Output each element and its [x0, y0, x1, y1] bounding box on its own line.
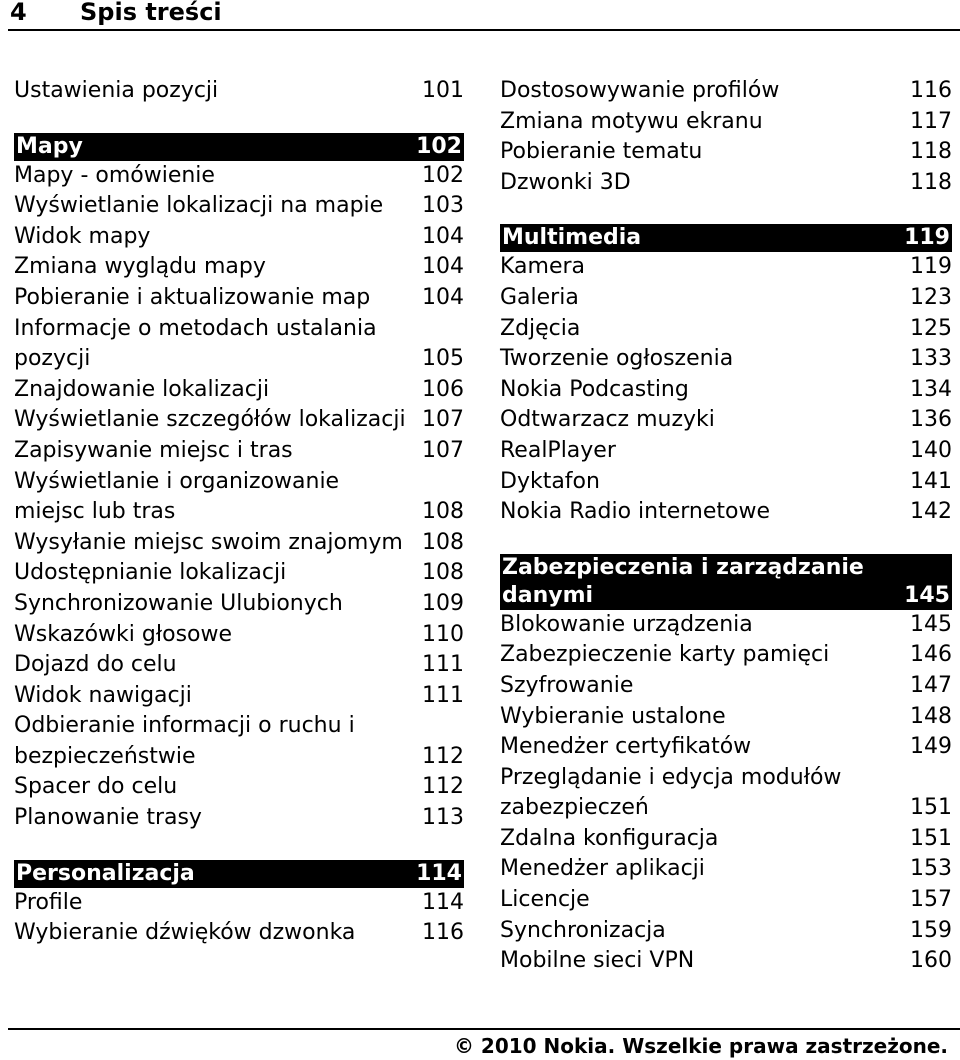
entry-title: Mobilne sieci VPN — [500, 948, 695, 974]
page-ref: 151 — [910, 825, 952, 851]
entry-title: Zmiana motywu ekranu — [500, 108, 763, 134]
toc-entry[interactable] — [500, 610, 952, 641]
entry-title: Pobieranie i aktualizowanie map — [14, 284, 371, 310]
toc-entry[interactable] — [500, 497, 952, 528]
page-ref: 111 — [422, 652, 464, 678]
entry-title: Synchronizowanie Ulubionych — [14, 590, 343, 616]
entry-title: Wybieranie dźwięków dzwonka — [14, 920, 356, 946]
toc-entry[interactable] — [500, 283, 952, 314]
toc-entry[interactable] — [14, 558, 464, 589]
entry-title: Licencje — [500, 887, 590, 913]
page-ref: 113 — [422, 805, 464, 831]
page-ref: 153 — [910, 856, 952, 882]
page-ref: 146 — [910, 642, 952, 668]
toc-right-column — [500, 76, 952, 977]
toc-section-heading[interactable] — [500, 554, 952, 610]
section-title: Zabezpieczenia i zarządzanie danymi — [502, 554, 864, 608]
page-ref: 119 — [904, 225, 950, 251]
entry-title: Wyświetlanie lokalizacji na mapie — [14, 193, 384, 219]
entry-title: Spacer do celu — [14, 774, 178, 800]
toc-entry[interactable] — [14, 528, 464, 559]
entry-title: Kamera — [500, 254, 586, 280]
entry-title: Pobieranie tematu — [500, 139, 703, 165]
page-ref: 102 — [416, 133, 462, 159]
section-title: Multimedia — [502, 225, 642, 251]
toc-entry[interactable] — [500, 854, 952, 885]
toc-entry[interactable] — [500, 405, 952, 436]
section-spacer — [14, 107, 464, 133]
toc-entry[interactable] — [500, 137, 952, 168]
entry-title: Informacje o metodach ustalania pozycji — [14, 315, 377, 372]
toc-entry[interactable] — [500, 76, 952, 107]
toc-entry[interactable] — [500, 763, 952, 824]
entry-title: Zabezpieczenie karty pamięci — [500, 642, 830, 668]
page-ref: 145 — [904, 582, 950, 608]
toc-entry[interactable] — [14, 405, 464, 436]
toc-entry[interactable] — [14, 772, 464, 803]
entry-title: Dojazd do celu — [14, 652, 177, 678]
page-ref: 116 — [422, 920, 464, 946]
page-ref: 159 — [910, 917, 952, 943]
entry-title: Dostosowywanie profilów — [500, 78, 780, 103]
toc-entry[interactable] — [14, 222, 464, 253]
toc-section-heading[interactable] — [500, 224, 952, 252]
page-header — [0, 0, 960, 28]
page-ref: 116 — [910, 78, 952, 103]
toc-section-heading[interactable] — [14, 133, 464, 161]
entry-title: Nokia Radio internetowe — [500, 499, 771, 525]
toc-entry[interactable] — [500, 824, 952, 855]
page-ref: 149 — [910, 734, 952, 760]
page-ref: 104 — [422, 284, 464, 310]
toc-entry[interactable] — [14, 918, 464, 949]
page-ref: 117 — [910, 108, 952, 134]
toc-entry[interactable] — [14, 711, 464, 772]
toc-entry[interactable] — [500, 732, 952, 763]
section-spacer — [500, 528, 952, 554]
page-ref: 141 — [910, 468, 952, 494]
entry-title: Zdalna konfiguracja — [500, 825, 719, 851]
page-ref: 118 — [910, 169, 952, 195]
entry-title: Blokowanie urządzenia — [500, 611, 753, 637]
page-ref: 101 — [422, 78, 464, 103]
toc-entry[interactable] — [14, 467, 464, 528]
toc-entry[interactable] — [500, 344, 952, 375]
page-ref: 107 — [422, 407, 464, 433]
entry-title: Przeglądanie i edycja modułów zabezpieczeń — [500, 764, 842, 821]
toc-entry[interactable] — [14, 191, 464, 222]
entry-title: Dzwonki 3D — [500, 169, 631, 195]
page-ref: 114 — [416, 860, 462, 886]
page-ref: 134 — [910, 376, 952, 402]
section-spacer — [500, 198, 952, 224]
entry-title: Wybieranie ustalone — [500, 703, 726, 729]
page-ref: 106 — [422, 376, 464, 402]
page-ref: 123 — [910, 284, 952, 310]
page-ref: 112 — [422, 743, 464, 769]
entry-title: Mapy - omówienie — [14, 162, 215, 188]
toc-entry[interactable] — [500, 916, 952, 947]
page-ref: 105 — [422, 346, 464, 372]
toc-entry[interactable] — [14, 589, 464, 620]
entry-title: Menedżer certyfikatów — [500, 734, 752, 760]
toc-entry[interactable] — [14, 252, 464, 283]
page-ref: 140 — [910, 437, 952, 463]
toc-entry[interactable] — [14, 161, 464, 192]
copyright-notice: © 2010 Nokia. Wszelkie prawa zastrzeżone. — [453, 1034, 948, 1058]
entry-title: Widok mapy — [14, 223, 151, 249]
toc-entry[interactable] — [500, 436, 952, 467]
section-spacer — [14, 834, 464, 860]
page-ref: 112 — [422, 774, 464, 800]
page-ref: 109 — [422, 590, 464, 616]
toc-entry[interactable] — [14, 436, 464, 467]
toc-entry[interactable] — [14, 76, 464, 107]
entry-title: Menedżer aplikacji — [500, 856, 705, 882]
section-title: Personalizacja — [16, 860, 195, 886]
entry-title: Zdjęcia — [500, 315, 581, 341]
entry-title: RealPlayer — [500, 437, 616, 463]
page-ref: 118 — [910, 139, 952, 165]
page-ref: 136 — [910, 407, 952, 433]
entry-title: Wyświetlanie i organizowanie miejsc lub tras — [14, 468, 340, 525]
entry-title: Odtwarzacz muzyki — [500, 407, 715, 433]
page-ref: 111 — [422, 682, 464, 708]
page-ref: 114 — [422, 889, 464, 915]
page-ref: 108 — [422, 560, 464, 586]
entry-title: Zapisywanie miejsc i tras — [14, 437, 293, 463]
entry-title: Wskazówki głosowe — [14, 621, 233, 647]
toc-entry[interactable] — [500, 168, 952, 199]
header-divider — [8, 29, 960, 31]
page-ref: 108 — [422, 529, 464, 555]
toc-section-heading[interactable] — [14, 860, 464, 888]
entry-title: Widok nawigacji — [14, 682, 192, 708]
toc-entry[interactable] — [14, 650, 464, 681]
entry-title: Udostępnianie lokalizacji — [14, 560, 287, 586]
entry-title: Galeria — [500, 284, 579, 310]
page-ref: 145 — [910, 611, 952, 637]
toc-entry[interactable] — [14, 888, 464, 919]
toc-entry[interactable] — [14, 283, 464, 314]
entry-title: Zmiana wyglądu mapy — [14, 254, 266, 280]
entry-title: Ustawienia pozycji — [14, 78, 219, 103]
page-ref: 160 — [910, 948, 952, 974]
toc-entry[interactable] — [500, 314, 952, 345]
page-ref: 107 — [422, 437, 464, 463]
toc-entry[interactable] — [14, 375, 464, 406]
toc-entry[interactable] — [500, 375, 952, 406]
toc-entry[interactable] — [500, 467, 952, 498]
entry-title: Znajdowanie lokalizacji — [14, 376, 270, 402]
page-ref: 119 — [910, 254, 952, 280]
entry-title: Synchronizacja — [500, 917, 666, 943]
page-title: Spis treści — [80, 0, 222, 26]
footer-divider — [8, 1028, 960, 1030]
entry-title: Wyświetlanie szczegółów lokalizacji — [14, 407, 406, 433]
page-number: 4 — [10, 0, 27, 26]
toc-entry[interactable] — [500, 671, 952, 702]
toc-left-column — [14, 76, 464, 949]
page-ref: 133 — [910, 346, 952, 372]
toc-entry[interactable] — [14, 681, 464, 712]
entry-title: Tworzenie ogłoszenia — [500, 346, 734, 372]
page-ref: 104 — [422, 254, 464, 280]
entry-title: Planowanie trasy — [14, 805, 202, 831]
toc-entry[interactable] — [500, 252, 952, 283]
entry-title: Nokia Podcasting — [500, 376, 689, 402]
toc-entry[interactable] — [500, 107, 952, 138]
page-ref: 108 — [422, 499, 464, 525]
toc-entry[interactable] — [500, 640, 952, 671]
page-ref: 147 — [910, 672, 952, 698]
page-ref: 151 — [910, 795, 952, 821]
section-title: Mapy — [16, 133, 83, 159]
page-ref: 102 — [422, 162, 464, 188]
toc-entry[interactable] — [500, 946, 952, 977]
toc-entry[interactable] — [500, 885, 952, 916]
toc-entry[interactable] — [14, 803, 464, 834]
entry-title: Dyktafon — [500, 468, 600, 494]
toc-entry[interactable] — [14, 620, 464, 651]
entry-title: Szyfrowanie — [500, 672, 634, 698]
toc-entry[interactable] — [14, 314, 464, 375]
page-ref: 125 — [910, 315, 952, 341]
toc-entry[interactable] — [500, 702, 952, 733]
page-ref: 110 — [422, 621, 464, 647]
page-ref: 157 — [910, 887, 952, 913]
page-ref: 142 — [910, 499, 952, 525]
entry-title: Odbieranie informacji o ruchu i bezpieczeństwie — [14, 713, 355, 769]
page-ref: 103 — [422, 193, 464, 219]
entry-title: Profile — [14, 889, 83, 915]
entry-title: Wysyłanie miejsc swoim znajomym — [14, 529, 403, 555]
page-ref: 104 — [422, 223, 464, 249]
page-ref: 148 — [910, 703, 952, 729]
